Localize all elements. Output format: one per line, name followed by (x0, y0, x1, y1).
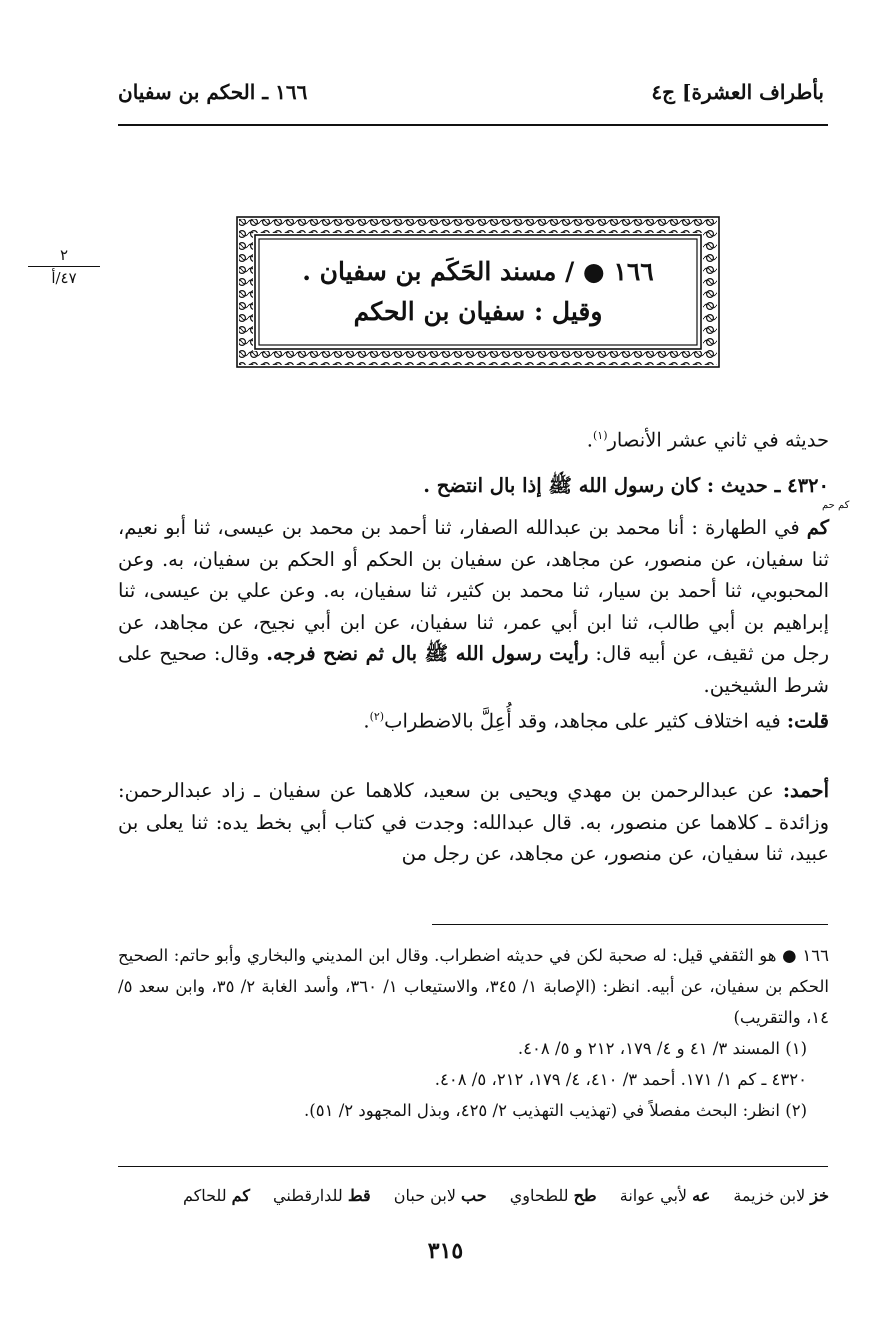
intro-line (118, 420, 829, 456)
running-head (118, 80, 824, 110)
footnote-2: (٢) انظر: البحث مفصلاً في (تهذيب التهذيب ٢/ ٤٢٥، وبذل المجهود ٢/ ٥١). (304, 1101, 807, 1120)
intro-end: . (586, 428, 593, 452)
ahmad-paragraph (118, 775, 829, 870)
sigla-item (394, 1186, 487, 1205)
sigla-abbr: خز (810, 1186, 829, 1205)
sigla-name: لأبي عوانة (619, 1186, 688, 1205)
footnote-ref-1: (١) (592, 429, 608, 442)
footnote-1: (١) المسند ٣/ ٤١ و ٤/ ١٧٩، ٢١٢ و ٥/ ٤٠٨. (517, 1039, 807, 1058)
margin-reference-volume: ٢ (59, 246, 69, 264)
footnote-rule (432, 924, 828, 925)
footnotes (118, 940, 829, 1126)
sigla-abbr: عه (692, 1186, 711, 1205)
side-sigla: كم حم (822, 500, 850, 511)
comment-text: فيه اختلاف كثير على مجاهد، وقد أُعِلَّ بالاضطراب (384, 709, 787, 733)
header-rule (118, 124, 828, 126)
footnote-ref-2: (٢) (369, 710, 385, 723)
musnad-title (276, 252, 680, 332)
sigla-item (733, 1186, 829, 1205)
hadith-paragraph (118, 512, 829, 737)
sigla-name: للدارقطني (273, 1186, 343, 1205)
running-head-section: ١٦٦ ـ الحكم بن سفيان (118, 80, 308, 104)
margin-reference-folio: ٤٧/أ (51, 269, 77, 287)
sigla-item (510, 1186, 597, 1205)
margin-reference-divider (28, 266, 100, 267)
sigla-name: لابن خزيمة (733, 1186, 806, 1205)
margin-reference (28, 246, 100, 287)
sigla-abbr: طح (573, 1186, 597, 1205)
sigla-item (183, 1186, 250, 1205)
comment-end: . (363, 709, 370, 733)
source-label-kam: كم (806, 516, 829, 539)
musnad-title-line-1: ١٦٦ ● / مسند الحَكَم بن سفيان . (302, 257, 654, 286)
musnad-title-line-2: وقيل : سفيان بن الحكم (353, 297, 603, 326)
footnote-biography: ١٦٦ ● هو الثقفي قيل: له صحبة لكن في حديثه اضطراب. وقال ابن المديني والبخاري وأبو حاتم: الصحيح الحكم بن سفيان، عن أبيه. انظر: (الإصابة ١/ ٣٤٥، والاستيعاب ١/ ٣٦٠، وأسد الغابة ٢/ ٣٥، وابن سعد ٥/ ١٤، والتقريب) (118, 946, 829, 1027)
sigla-item (620, 1186, 711, 1205)
comment-label: قلت: (786, 709, 829, 733)
running-head-book: بأطراف العشرة] ج٤ (651, 80, 824, 104)
sigla-abbr: حب (461, 1186, 487, 1205)
page-number: ٣١٥ (427, 1238, 464, 1264)
sigla-name: لابن حبان (393, 1186, 456, 1205)
hadith-heading: ٤٣٢٠ ـ حديث : كان رسول الله ﷺ إذا بال انتضح . (423, 474, 829, 497)
sigla-key (118, 1184, 829, 1208)
source-label-ahmad: أحمد: (782, 779, 829, 802)
sigla-name: للطحاوي (509, 1186, 569, 1205)
hadith-chain: في الطهارة : أنا محمد بن عبدالله الصفار، ثنا أحمد بن محمد بن عيسى، ثنا أبو نعيم، ثنا سفيان، عن منصور، عن مجاهد، عن سفيان بن الحكم أو الحكم بن سفيان، به. وعن المحبوبي، ثنا أحمد بن سيار، ثنا محمد بن كثير، ثنا سفيان، به. وعن علي بن عيسى، ثنا إبراهيم بن أبي طالب، ثنا ابن أبي عمر، ثنا سفيان، عن ابن أبي نجيح، عن مجاهد، عن رجل من ثقيف، عن أبيه قال: (118, 516, 829, 665)
sigla-name: للحاكم (182, 1186, 227, 1205)
ahmad-chain: عن عبدالرحمن بن مهدي ويحيى بن سعيد، كلاهما عن سفيان ـ زاد عبدالرحمن: وزائدة ـ كلاهما عن منصور، به. قال عبدالله: وجدت في كتاب أبي بخط يده: ثنا يعلى بن عبيد، ثنا سفيان، عن منصور، عن مجاهد، عن رجل من (118, 779, 829, 865)
sigla-rule (118, 1166, 828, 1167)
sigla-abbr: قط (347, 1186, 371, 1205)
sigla-item (273, 1186, 371, 1205)
sigla-abbr: كم (231, 1186, 250, 1205)
intro-text: حديثه في ثاني عشر الأنصار (607, 428, 829, 452)
hadith-grade: وقال: صحيح على شرط الشيخين. (118, 642, 829, 697)
hadith-matn: رأيت رسول الله ﷺ بال ثم نضح فرجه. (266, 642, 589, 665)
footnote-hadith-sources: ٤٣٢٠ ـ كم ١/ ١٧١. أحمد ٣/ ٤١٠، ٤/ ١٧٩، ٢١٢، ٥/ ٤٠٨. (434, 1070, 807, 1089)
